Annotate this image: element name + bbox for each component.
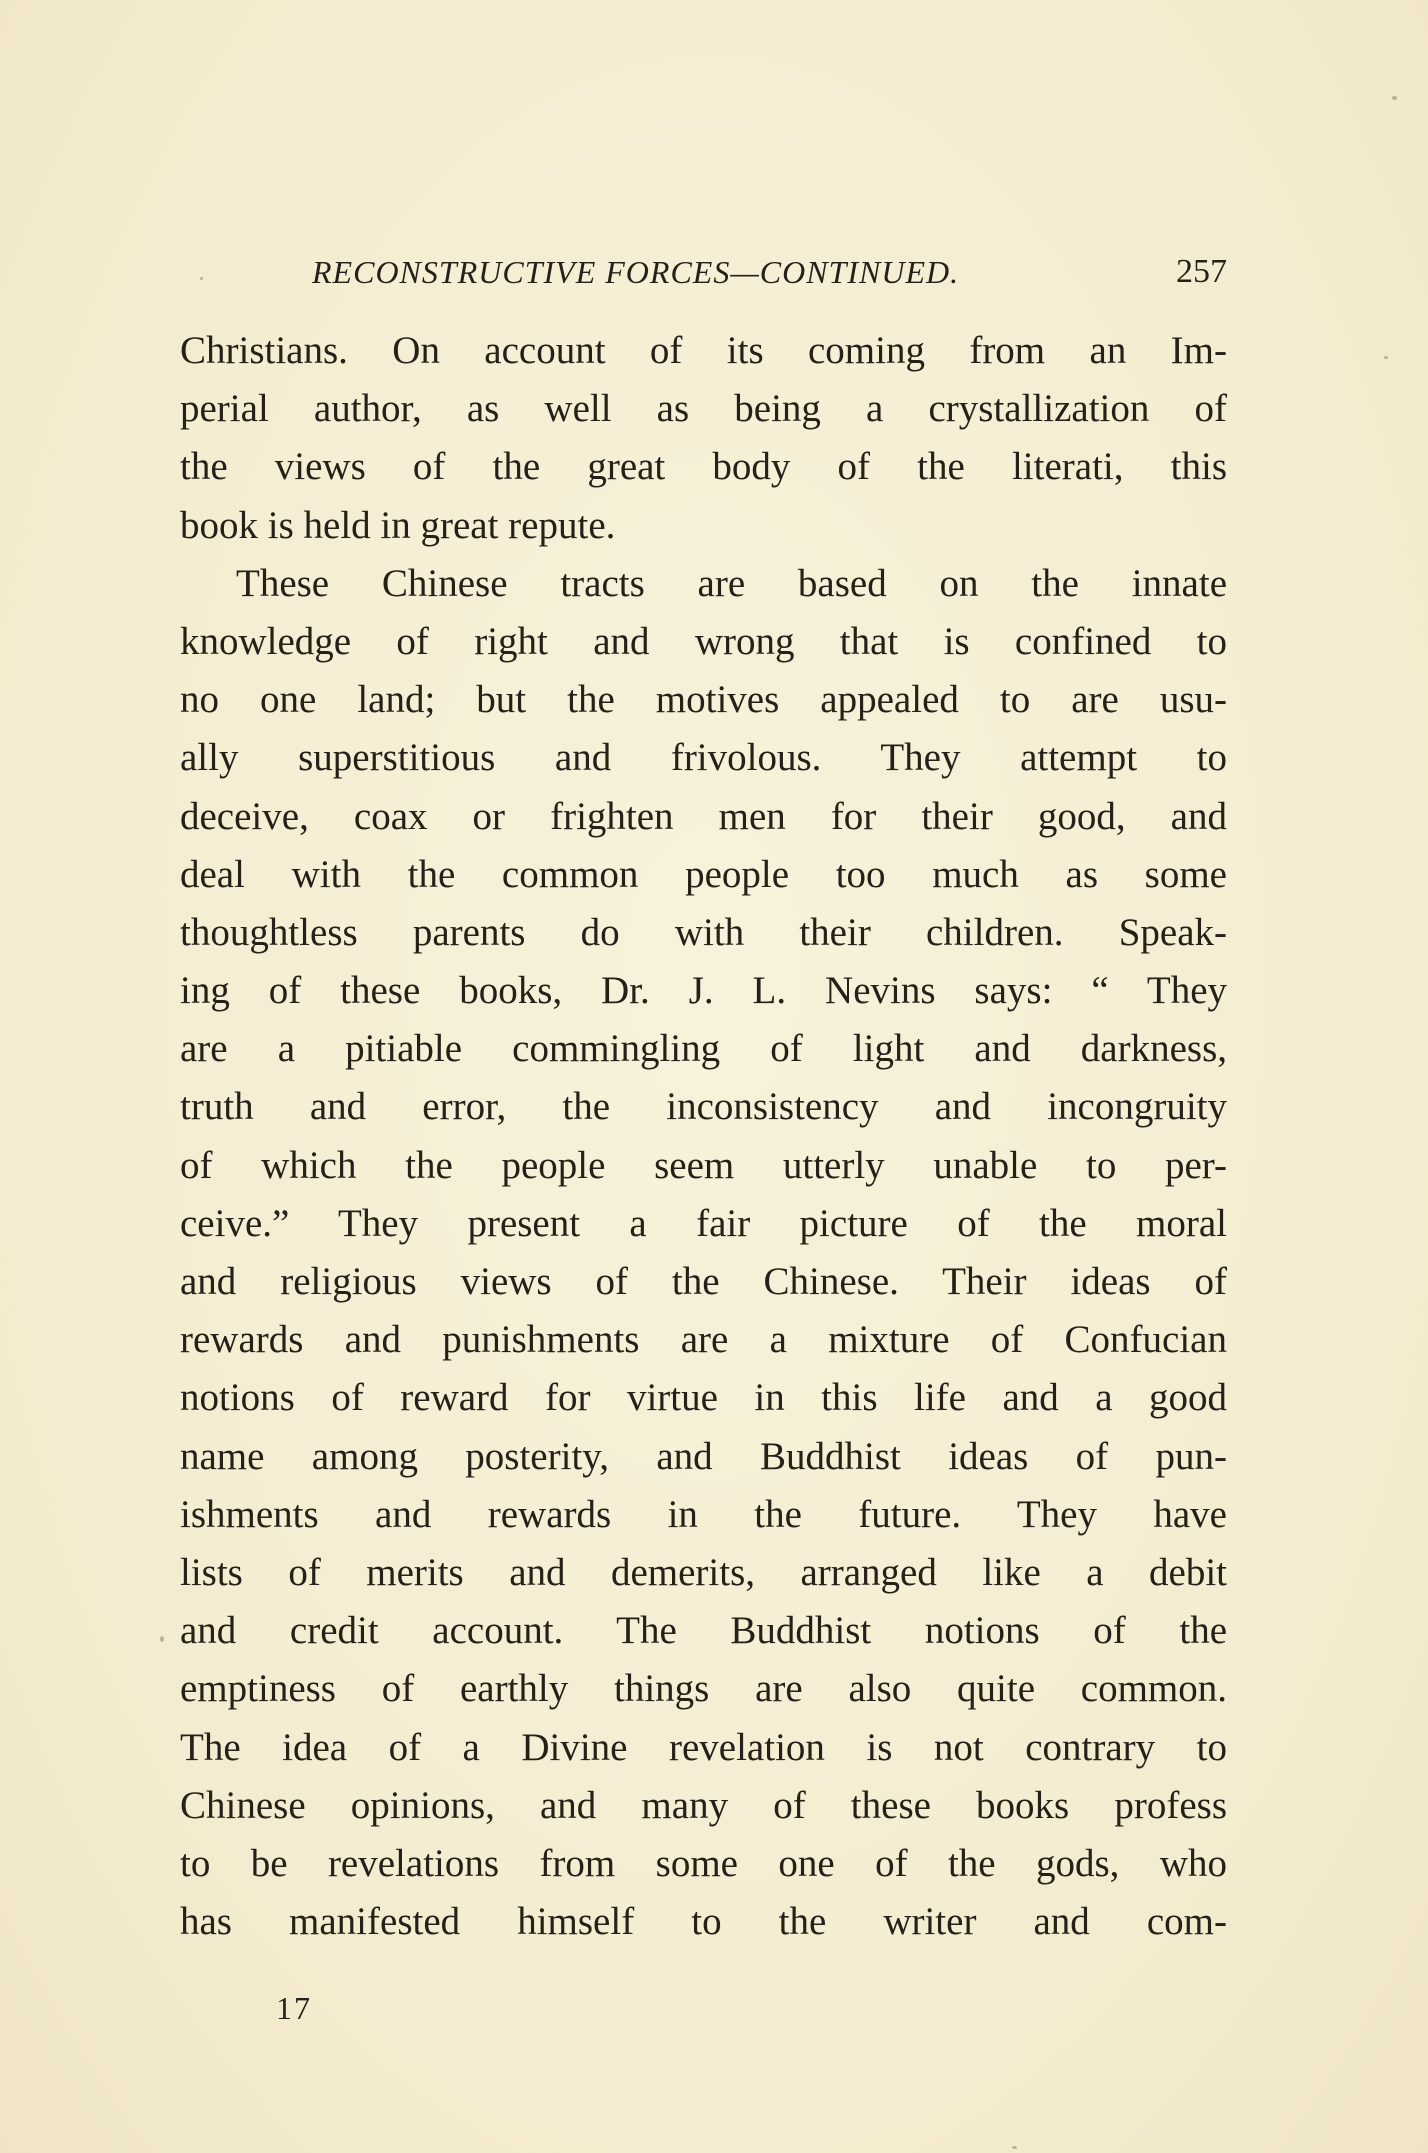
text-line: ceive.” They present a fair picture of the moral [180, 1201, 1227, 1245]
signature-mark: 17 [276, 1990, 312, 2026]
body-text [180, 322, 1227, 1951]
text-line: and credit account. The Buddhist notions of the [180, 1609, 1227, 1653]
text-line: of which the people seem utterly unable to per- [180, 1143, 1227, 1187]
page-number: 257 [1176, 253, 1227, 290]
paper-speck [160, 1636, 164, 1642]
text-line: truth and error, the inconsistency and incongruity [180, 1085, 1227, 1129]
running-head [312, 248, 1227, 296]
text-line: thoughtless parents do with their children. Speak- [180, 910, 1227, 954]
text-line: no one land; but the motives appealed to are usu- [180, 678, 1227, 722]
paper-speck [1392, 96, 1397, 100]
text-line: and religious views of the Chinese. Their ideas of [180, 1260, 1227, 1303]
paper-speck [200, 277, 203, 280]
text-line: rewards and punishments are a mixture of Confucian [180, 1318, 1227, 1362]
paper-speck [1384, 356, 1388, 359]
text-line: book is held in great repute. [180, 503, 616, 547]
text-line: notions of reward for virtue in this life and a good [180, 1376, 1227, 1420]
text-line: has manifested himself to the writer and com- [180, 1900, 1227, 1944]
text-line: to be revelations from some one of the gods, who [180, 1841, 1227, 1885]
text-line: deceive, coax or frighten men for their good, and [180, 794, 1227, 838]
text-line: perial author, as well as being a crystallization of [180, 387, 1227, 431]
text-line: The idea of a Divine revelation is not contrary to [180, 1725, 1227, 1769]
text-line: the views of the great body of the literati, this [180, 445, 1227, 489]
text-line: emptiness of earthly things are also quite common. [180, 1667, 1227, 1711]
text-line: deal with the common people too much as some [180, 852, 1227, 896]
text-line: lists of merits and demerits, arranged like a debit [180, 1550, 1227, 1594]
text-line: are a pitiable commingling of light and darkness, [180, 1027, 1227, 1071]
text-line: ing of these books, Dr. J. L. Nevins says: “ They [180, 969, 1227, 1013]
paper-speck [1012, 2146, 1017, 2149]
text-line: ally superstitious and frivolous. They attempt to [180, 736, 1227, 780]
text-line: knowledge of right and wrong that is confined to [180, 619, 1227, 663]
text-line: Christians. On account of its coming from an Im- [180, 329, 1227, 372]
text-line: Chinese opinions, and many of these books profess [180, 1783, 1227, 1827]
running-head-title: RECONSTRUCTIVE FORCES—CONTINUED. [312, 254, 960, 290]
text-line: name among posterity, and Buddhist ideas of pun- [180, 1434, 1227, 1478]
text-line: These Chinese tracts are based on the innate [236, 561, 1227, 605]
text-line: ishments and rewards in the future. They have [180, 1492, 1227, 1536]
